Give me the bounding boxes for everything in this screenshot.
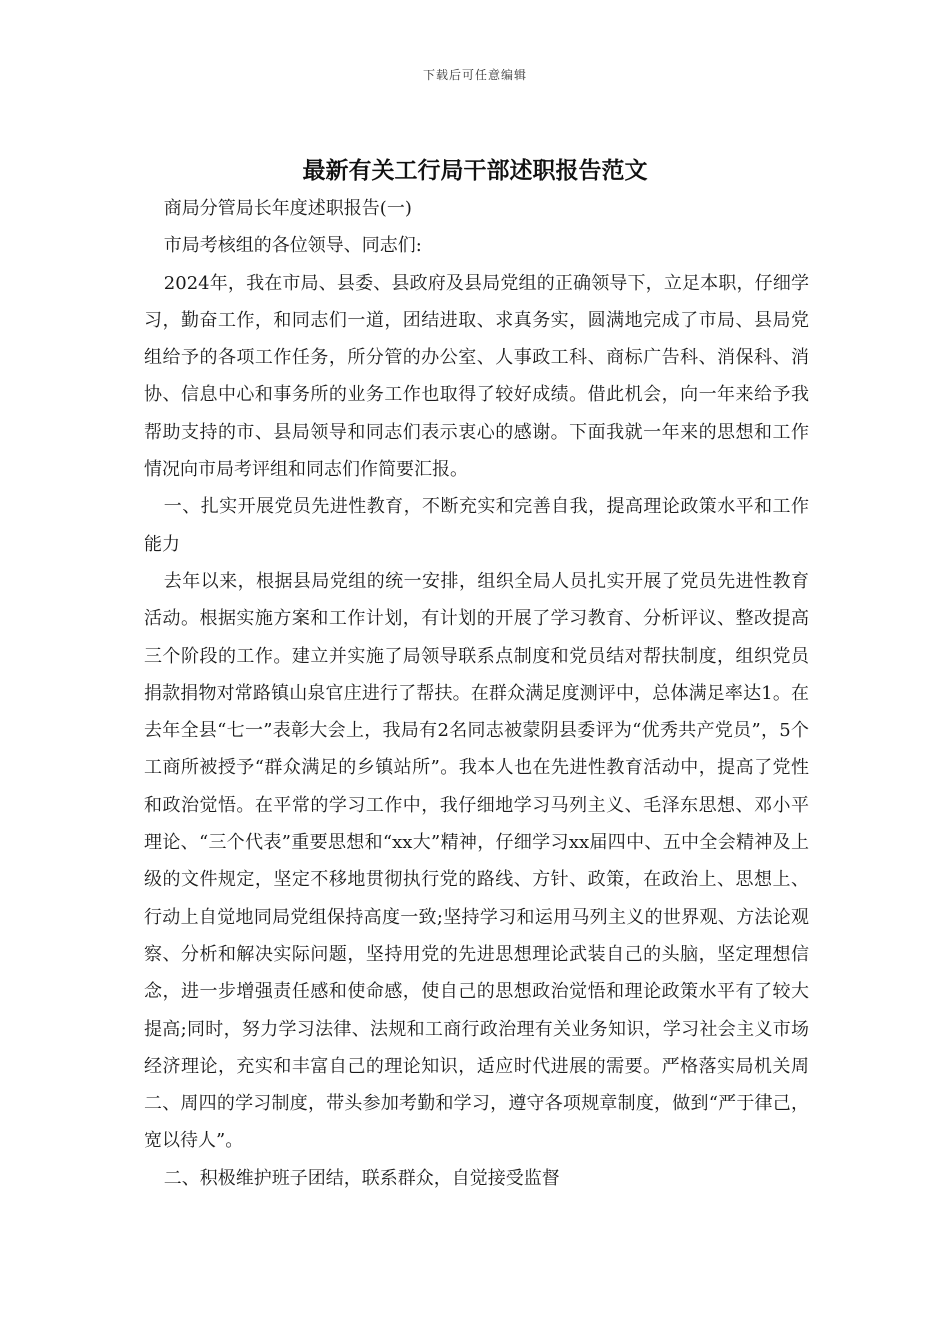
paragraph-section-1: 去年以来，根据县局党组的统一安排，组织全局人员扎实开展了党员先进性教育活动。根据实施方案和工作计划，有计划的开展了学习教育、分析评议、整改提高三个阶段的工作。建立并实施了局领导联系点制度和党员结对帮扶制度，组织党员捐款捐物对常路镇山泉官庄进行了帮扶。在群众满足度测评中，总体满足率达1。在去年全县“七一”表彰大会上，我局有2名同志被蒙阴县委评为“优秀共产党员”，5个工商所被授予“群众满足的乡镇站所”。我本人也在先进性教育活动中，提高了党性和政治觉悟。在平常的学习工作中，我仔细地学习马列主义、毛泽东思想、邓小平理论、“三个代表”重要思想和“xx大”精神，仔细学习xx届四中、五中全会精神及上级的文件规定，坚定不移地贯彻执行党的路线、方针、政策，在政治上、思想上、行动上自觉地同局党组保持高度一致;坚持学习和运用马列主义的世界观、方法论观察、分析和解决实际问题，坚持用党的先进思想理论武装自己的头脑，坚定理想信念，进一步增强责任感和使命感，使自己的思想政治觉悟和理论政策水平有了较大提高;同时，努力学习法律、法规和工商行政治理有关业务知识，学习社会主义市场经济理论，充实和丰富自己的理论知识，适应时代进展的需要。严格落实局机关周二、周四的学习制度，带头参加考勤和学习，遵守各项规章制度，做到“严于律己，宽以待人”。 <box>144 570 809 1152</box>
paragraph-salutation: 市局考核组的各位领导、同志们: <box>163 235 422 257</box>
section-heading-1: 一、扎实开展党员先进性教育，不断充实和完善自我，提高理论政策水平和工作能力 <box>144 496 809 555</box>
document-title: 最新有关工行局干部述职报告范文 <box>302 157 648 184</box>
section-heading-2: 二、积极维护班子团结，联系群众，自觉接受监督 <box>163 1167 560 1189</box>
header-note: 下载后可任意编辑 <box>422 68 527 82</box>
paragraph-intro: 2024年，我在市局、县委、县政府及县局党组的正确领导下，立足本职，仔细学习，勤奋工作，和同志们一道，团结进取、求真务实，圆满地完成了市局、县局党组给予的各项工作任务，所分管的办公室、人事政工科、商标广告科、消保科、消协、信息中心和事务所的业务工作也取得了较好成绩。借此机会，向一年来给予我帮助支持的市、县局领导和同志们表示衷心的感谢。下面我就一年来的思想和工作情况向市局考评组和同志们作简要汇报。 <box>144 272 809 481</box>
paragraph-subtitle: 商局分管局长年度述职报告(一) <box>163 198 412 219</box>
document-body <box>144 190 809 1197</box>
